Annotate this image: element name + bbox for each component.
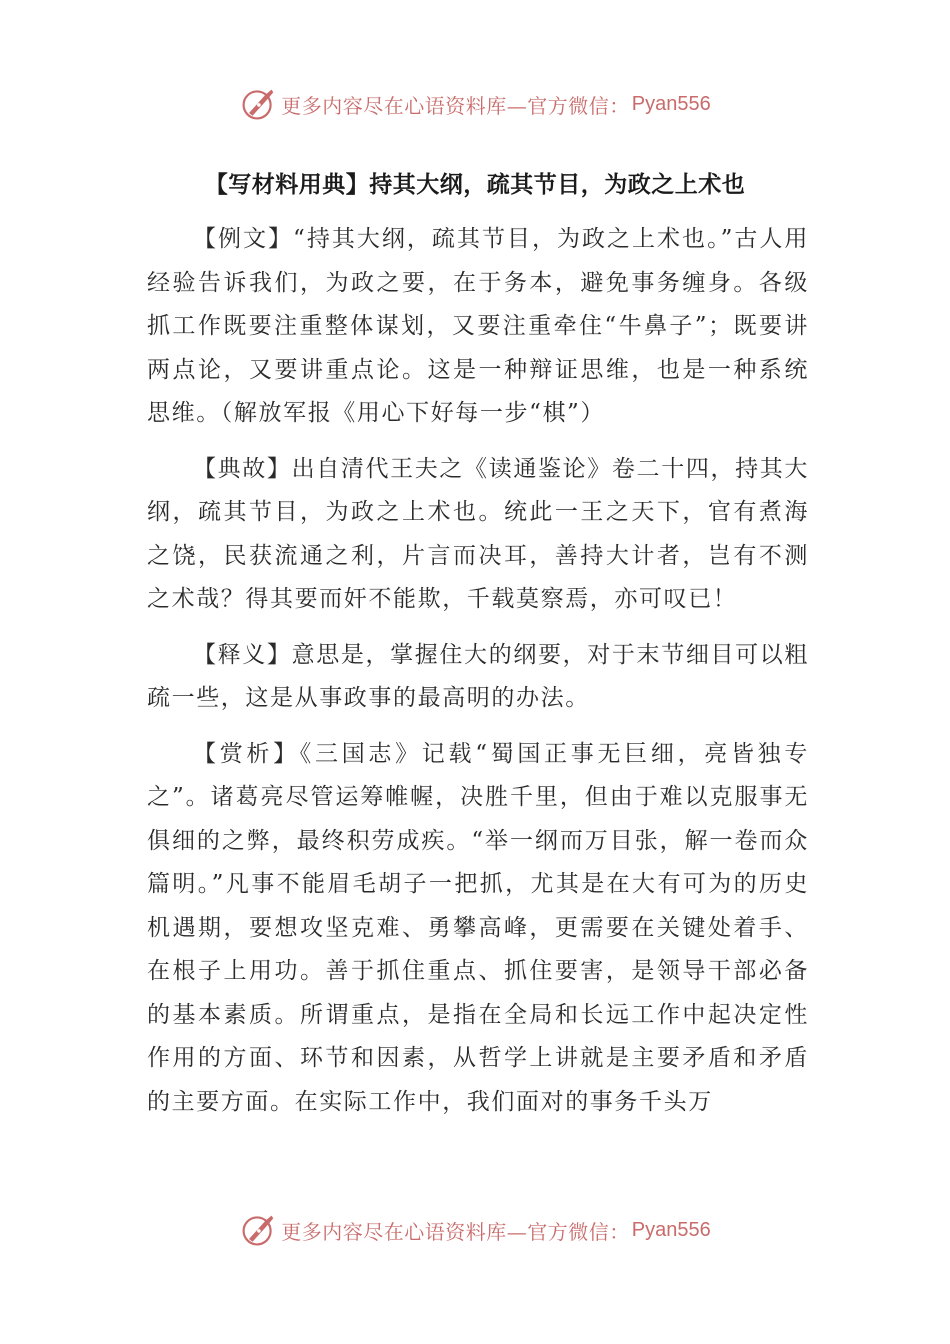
paragraph-appreciation: 【赏析】《三国志》记载“蜀国正事无巨细，亮皆独专之”。诸葛亮尽管运筹帷幄，决胜千里，但由于难以克服事无俱细的之弊，最终积劳成疾。“举一纲而万目张，解一卷而众篇明。”凡事不能眉毛胡子一把抓，尤其是在大有可为的历史机遇期，要想攻坚克难、勇攀高峰，更需要在关键处着手、在根子上用功。善于抓住重点、抓住要害，是领导干部必备的基本素质。所谓重点，是指在全局和长远工作中起决定性作用的方面、环节和因素，从哲学上讲就是主要矛盾和矛盾的主要方面。在实际工作中，我们面对的事务千头万 [147,740,809,1115]
header-watermark [0,84,950,124]
paragraph-meaning: 【释义】意思是，掌握住大的纲要，对于末节细目可以粗疏一些，这是从事政事的最高明的办法。 [147,641,809,711]
paragraph-origin: 【典故】出自清代王夫之《读通鉴论》卷二十四，持其大纲，疏其节目，为政之上术也。统此一王之天下，官有煮海之饶，民获流通之利，片言而决耳，善持大计者，岂有不测之术哉？得其要而奸不能欺，千载莫察焉，亦可叹已！ [147,455,809,612]
pen-logo-icon [239,86,277,122]
watermark-wechat-id: Pyan556 [631,92,711,115]
footer-watermark [0,1210,950,1250]
watermark-text: 更多内容尽在心语资料库—官方微信： [281,93,630,118]
pen-logo-icon [239,1212,277,1248]
watermark-text: 更多内容尽在心语资料库—官方微信： [281,1219,630,1244]
document-body [147,218,809,1136]
paragraph-example: 【例文】“持其大纲，疏其节目，为政之上术也。”古人用经验告诉我们，为政之要，在于务本，避免事务缠身。各级抓工作既要注重整体谋划，又要注重牵住“牛鼻子”；既要讲两点论，又要讲重点论。这是一种辩证思维，也是一种系统思维。（解放军报《用心下好每一步“棋”） [147,226,809,426]
watermark-wechat-id: Pyan556 [631,1218,711,1241]
document-title: 【写材料用典】持其大纲，疏其节目，为政之上术也 [204,172,746,198]
